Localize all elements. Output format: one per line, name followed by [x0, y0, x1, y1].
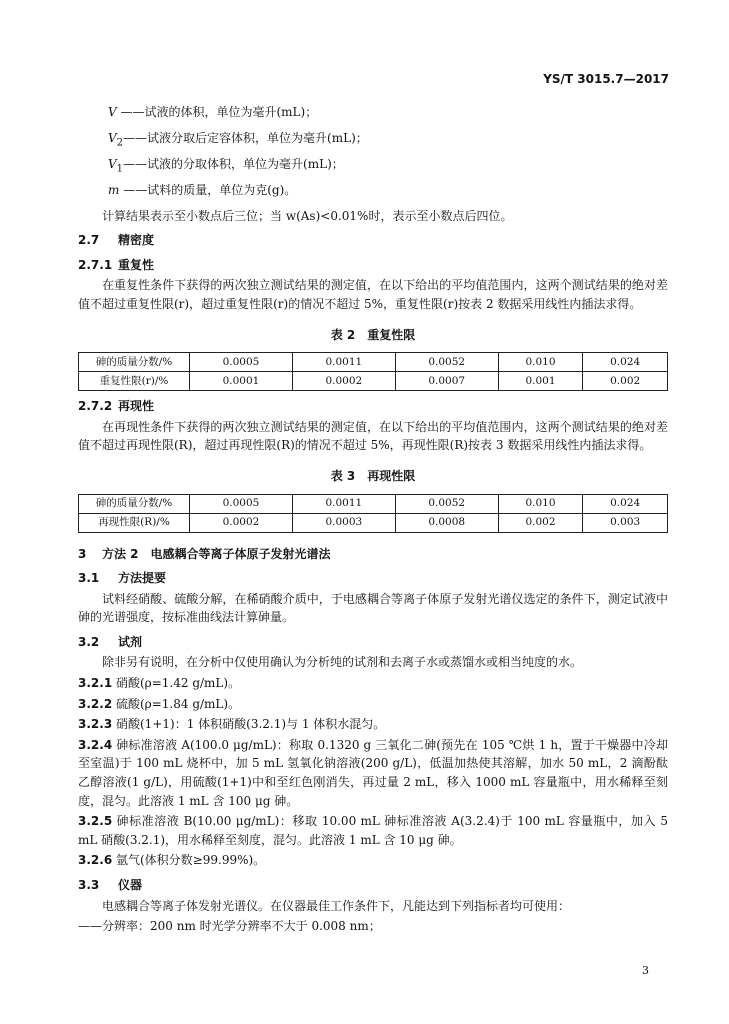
reagent-list: [78, 674, 668, 870]
list-item: [78, 736, 668, 810]
table-cell: 0.002: [583, 372, 668, 391]
page-content: [78, 103, 668, 938]
section-2-7-2-heading: [78, 397, 668, 416]
repeatability-table: [78, 352, 668, 391]
table-cell: 0.0052: [395, 494, 498, 513]
section-number: 3.2: [78, 634, 100, 649]
standard-code: YS/T 3015.7—2017: [543, 72, 669, 86]
row-label: 再现性限(R)/%: [79, 513, 190, 532]
repeatability-paragraph: 在重复性条件下获得的两次独立测试结果的测定值，在以下给出的平均值范围内，这两个测试结果的绝对差值不超过重复性限(r)，超过重复性限(r)的情况不超过 5%，重复性限(r)按表 2 数据采用线性内插法求得。: [78, 278, 668, 311]
table-row: [79, 372, 668, 391]
section-title: 方法提要: [118, 571, 167, 586]
item-text: 砷标准溶液 A(100.0 μg/mL)：称取 0.1320 g 三氧化二砷(预先在 105 ℃烘 1 h，置于干燥器中冷却至室温)于 100 mL 烧杯中，加 5 mL 氢氧化钠溶液(200 g/L)，低温加热使其溶解，加水 50 mL，2 滴酚酞乙醇溶液(1 g/L)，用硫酸(1+1)中和至红色刚消失，再过量 2 mL，移入 1000 mL 容量瓶中，用水稀释至刻度，混匀。此溶液 1 mL 含 100 μg 砷。: [78, 737, 668, 808]
variable-desc: ——试液的体积，单位为毫升(mL)；: [116, 105, 318, 119]
section-3-heading: [78, 545, 668, 564]
calc-note: 计算结果表示至小数点后三位；当 w(As)<0.01%时，表示至小数点后四位。: [102, 208, 513, 223]
reproducibility-paragraph: 在再现性条件下获得的两次独立测试结果的测定值，在以下给出的平均值范围内，这两个测试结果的绝对差值不超过再现性限(R)，超过再现性限(R)的情况不超过 5%，再现性限(R)按表 3 数据采用线性内插法求得。: [78, 419, 668, 453]
item-number: 3.2.3: [78, 717, 113, 732]
variable-desc: ——试液分取后定容体积，单位为毫升(mL)；: [123, 130, 368, 145]
list-item: [78, 695, 668, 714]
list-item: [78, 851, 668, 870]
section-3-2-heading: [78, 633, 668, 652]
reagents-intro: 除非另有说明，在分析中仅使用确认为分析纯的试剂和去离子水或蒸馏水或相当纯度的水。: [102, 655, 583, 670]
table-cell: 0.0052: [395, 353, 498, 372]
table-cell: 0.0011: [292, 353, 395, 372]
row-label: 砷的质量分数/%: [79, 494, 190, 513]
list-item: [78, 812, 668, 849]
item-number: 3.2.1: [78, 676, 113, 691]
section-3-1-heading: [78, 569, 668, 588]
item-number: 3.2.2: [78, 696, 113, 711]
table-cell: 0.024: [583, 494, 668, 513]
table-cell: 0.0008: [395, 513, 498, 532]
section-number: 3.1: [78, 571, 100, 586]
variable-symbol: V: [108, 130, 117, 145]
table-row: [79, 353, 668, 372]
row-label: 重复性限(r)/%: [79, 372, 190, 391]
variable-list: [78, 103, 668, 203]
item-number: 3.2.4: [78, 737, 113, 752]
table-cell: 0.010: [498, 353, 583, 372]
table-cell: 0.0005: [190, 353, 293, 372]
section-number: 3: [78, 546, 87, 561]
list-item: [78, 715, 668, 734]
section-2-7-heading: [78, 231, 668, 250]
table-cell: 0.0007: [395, 372, 498, 391]
section-title: 仪器: [118, 878, 143, 892]
variable-item: [108, 129, 668, 151]
table-cell: 0.0003: [292, 513, 395, 532]
table-cell: 0.0002: [190, 513, 293, 532]
table-row: [79, 494, 668, 513]
section-title: 试剂: [118, 634, 143, 649]
table-cell: 0.0011: [292, 494, 395, 513]
row-label: 砷的质量分数/%: [79, 353, 190, 372]
item-text: 硫酸(ρ=1.84 g/mL)。: [116, 696, 241, 711]
table-2-caption: 表 2 重复性限: [330, 327, 416, 342]
table-cell: 0.001: [498, 372, 583, 391]
section-title: 再现性: [118, 399, 155, 414]
section-number: 3.3: [78, 878, 100, 892]
table-cell: 0.002: [498, 513, 583, 532]
method-summary-paragraph: 试料经硝酸、硫酸分解，在稀硝酸介质中，于电感耦合等离子体原子发射光谱仪选定的条件下，测定试液中砷的光谱强度，按标准曲线法计算砷量。: [78, 591, 668, 625]
table-cell: 0.024: [583, 353, 668, 372]
table-cell: 0.0002: [292, 372, 395, 391]
item-text: 硝酸(ρ=1.42 g/mL)。: [116, 676, 241, 691]
section-3-3-heading: [78, 876, 668, 895]
section-number: 2.7.1: [78, 257, 113, 272]
variable-subscript: 2: [116, 137, 124, 149]
variable-item: [108, 103, 668, 125]
item-number: 3.2.6: [78, 853, 113, 868]
table-cell: 0.010: [498, 494, 583, 513]
item-text: 砷标准溶液 B(10.00 μg/mL)：移取 10.00 mL 砷标准溶液 A(3.2.4)于 100 mL 容量瓶中，加入 5 mL 硝酸(3.2.1)，用水稀释至刻度，混匀。此溶液 1 mL 含 10 μg 砷。: [78, 814, 668, 847]
section-title: 方法 2 电感耦合等离子体原子发射光谱法: [102, 546, 331, 561]
instrument-spec-item: ——分辨率：200 nm 时光学分辨率不大于 0.008 nm；: [78, 919, 381, 934]
variable-item: [108, 155, 668, 177]
reproducibility-table: [78, 494, 668, 533]
variable-desc: ——试料的质量，单位为克(g)。: [119, 182, 297, 197]
table-cell: 0.003: [583, 513, 668, 532]
variable-symbol: V: [108, 156, 117, 171]
variable-item: [108, 181, 668, 203]
variable-symbol: V: [108, 105, 117, 119]
table-row: [79, 513, 668, 532]
variable-desc: ——试液的分取体积，单位为毫升(mL)；: [123, 156, 344, 171]
section-title: 精密度: [118, 233, 155, 248]
section-number: 2.7: [78, 233, 100, 248]
table-cell: 0.0001: [190, 372, 293, 391]
variable-subscript: 1: [116, 163, 124, 175]
item-number: 3.2.5: [78, 814, 113, 829]
table-cell: 0.0005: [190, 494, 293, 513]
section-title: 重复性: [118, 257, 155, 272]
page-number: 3: [642, 964, 649, 977]
item-text: 氩气(体积分数≥99.99%)。: [116, 853, 266, 868]
table-3-caption: 表 3 再现性限: [330, 468, 416, 483]
item-text: 硝酸(1+1)：1 体积硝酸(3.2.1)与 1 体积水混匀。: [116, 717, 386, 732]
section-2-7-1-heading: [78, 256, 668, 275]
list-item: [78, 674, 668, 693]
instrument-paragraph: 电感耦合等离子体发射光谱仪。在仪器最佳工作条件下，凡能达到下列指标者均可使用：: [102, 898, 571, 913]
section-number: 2.7.2: [78, 399, 113, 414]
variable-symbol: m: [108, 182, 120, 197]
